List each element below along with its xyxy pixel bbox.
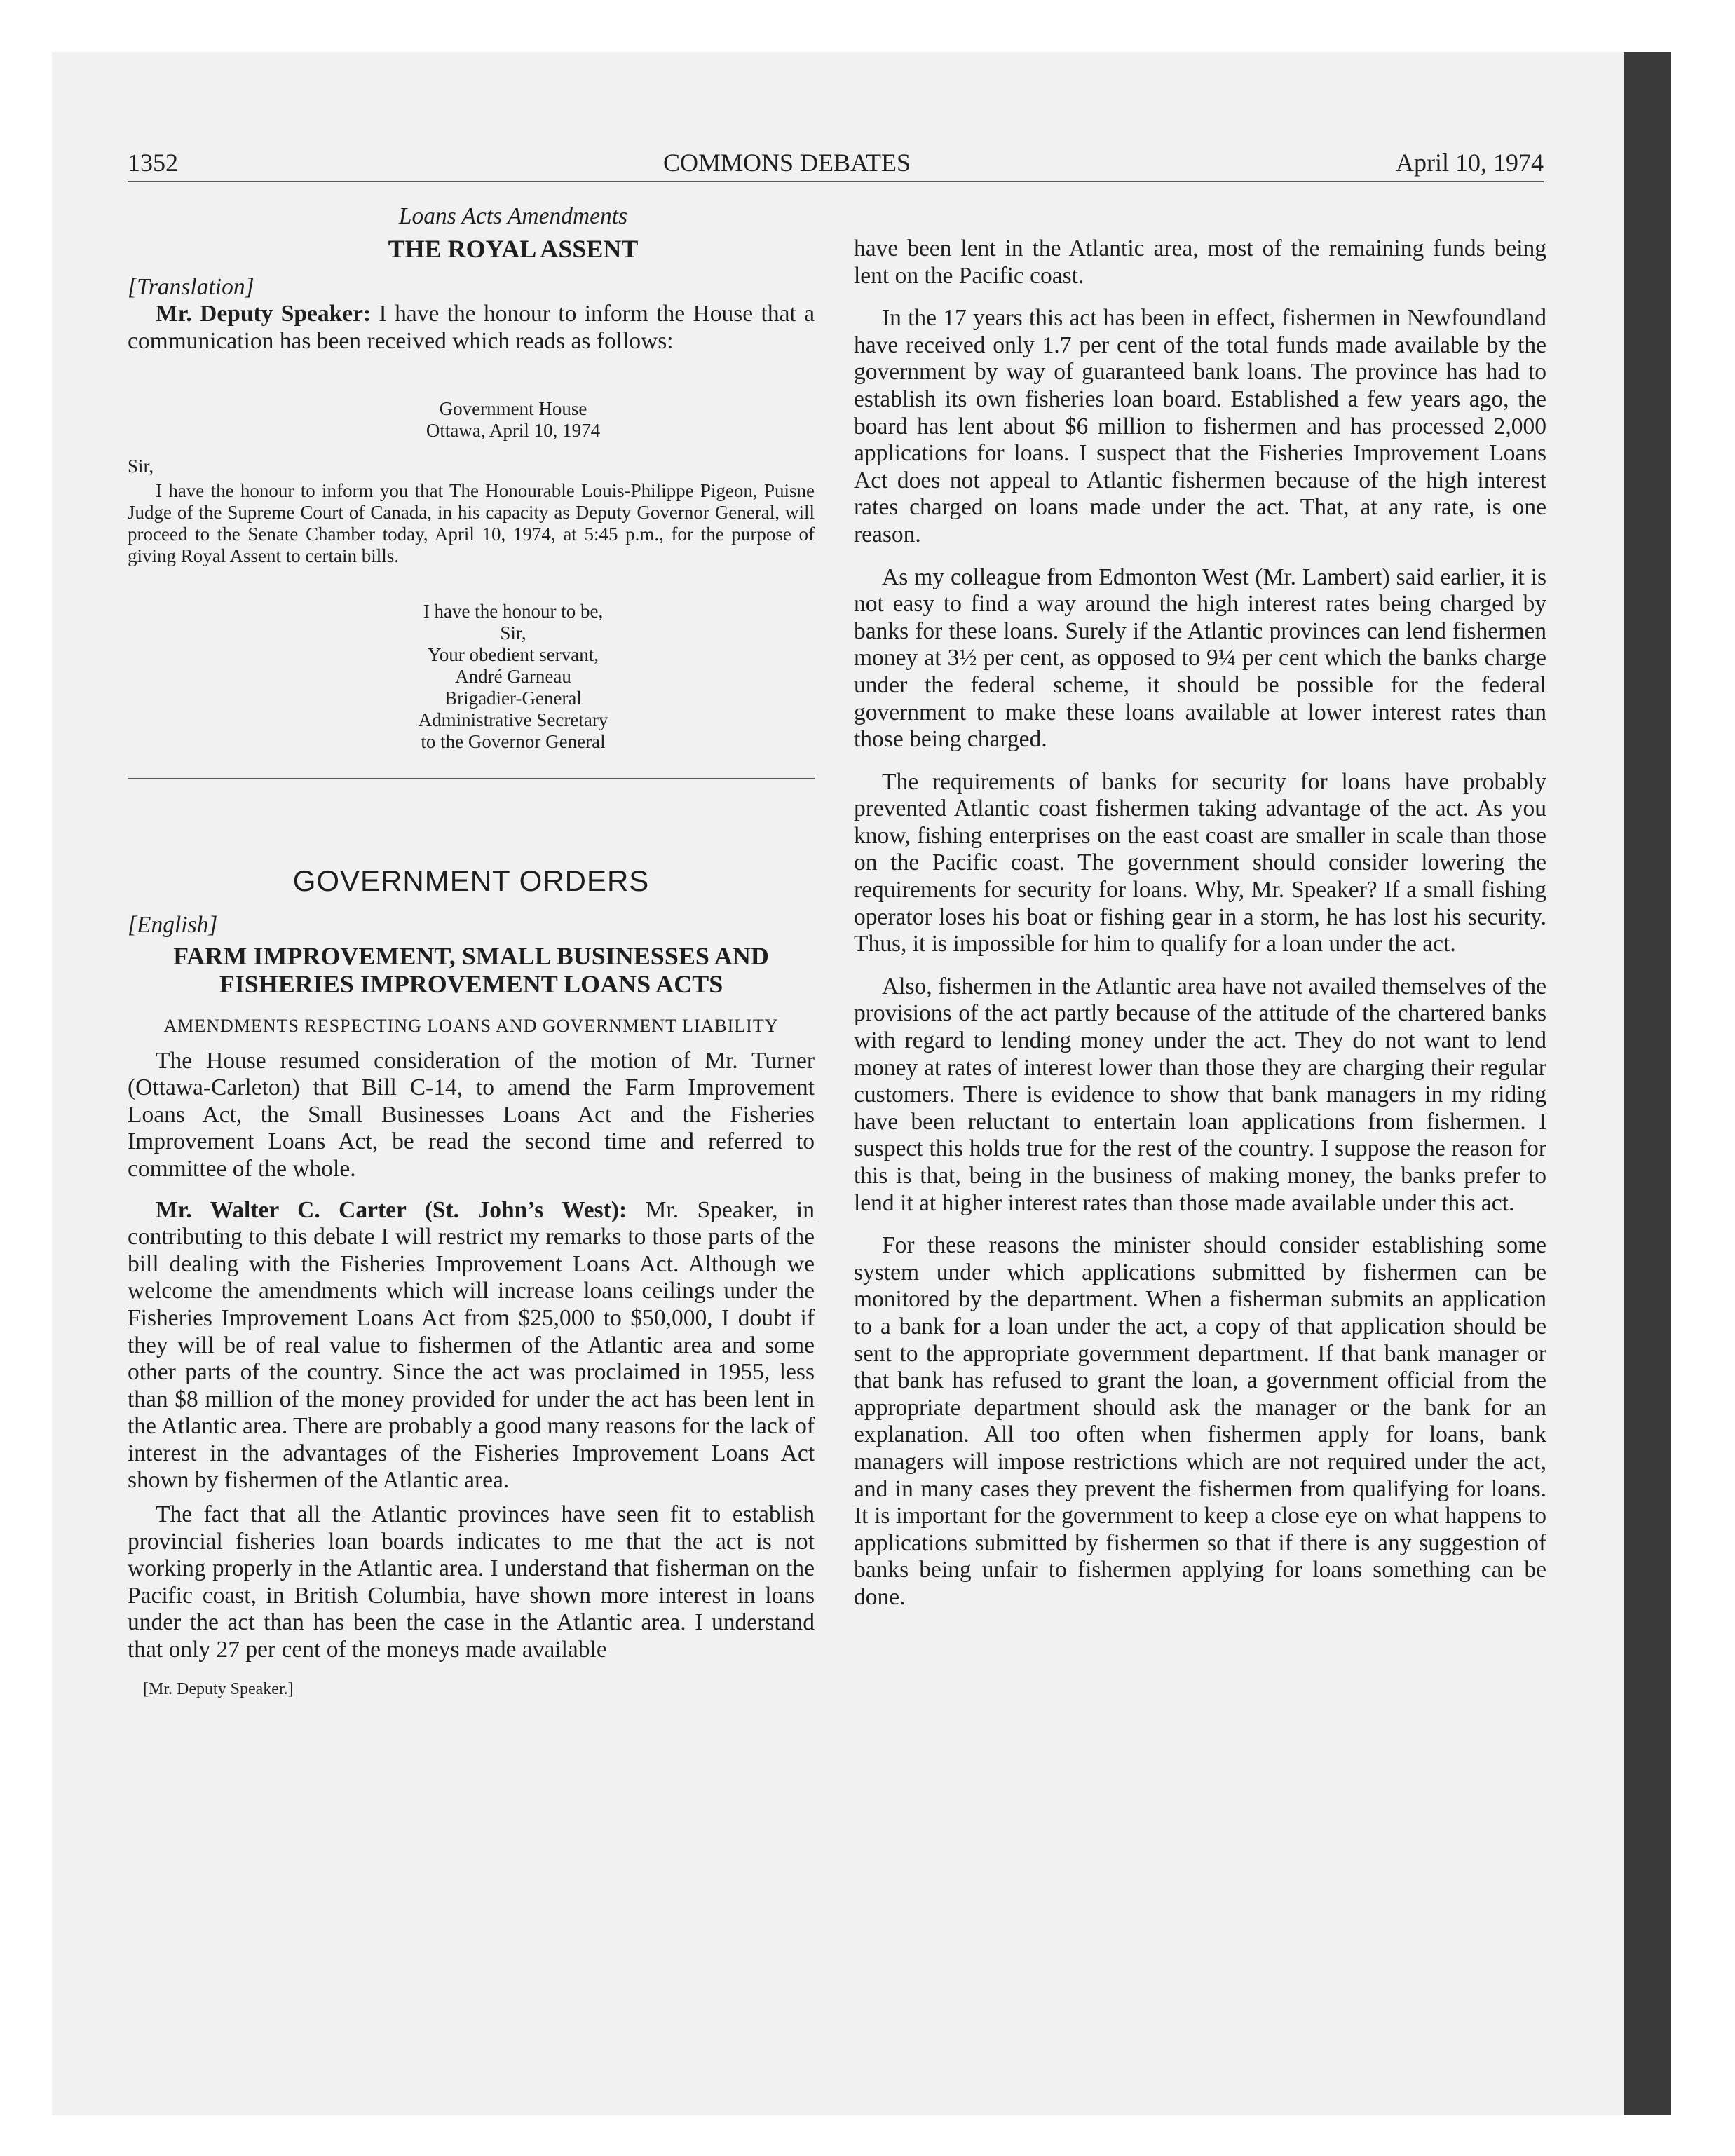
closing-line: Sir, <box>500 622 526 644</box>
right-paragraph-6: For these reasons the minister should consider establishing some system under which applications submitted by fishermen can be monitored by the department. When a fisherman submits an application to a bank for a loan under the act, a copy of that application should be sent to the appropriate government department. If that bank manager or that bank has refused to grant the loan, a government official from the appropriate department should ask the manager or the bank for an explanation. All too often when fishermen apply for loans, bank managers will impose restrictions which are not required under the act, and in many cases they prevent the fishermen from qualifying for loans. It is important for the government to keep a close eye on what happens to applications submitted by fishermen so that if there is any suggestion of banks being unfair to fishermen applying for loans something can be done. <box>854 1232 1546 1610</box>
right-paragraph-1: have been lent in the Atlantic area, most of the remaining funds being lent on the Pacific coast. <box>854 236 1546 289</box>
letter-body: I have the honour to inform you that The Honourable Louis-Philippe Pigeon, Puisne Judge of the Supreme Court of Canada, in his capacity as Deputy Governor General, will proceed to the Senate Chamber today, April 10, 1974, at 5:45 p.m., for the purpose of giving Royal Assent to certain bills. <box>128 480 815 567</box>
publication-title: COMMONS DEBATES <box>662 149 911 177</box>
bill-heading: FARM IMPROVEMENT, SMALL BUSINESSES AND FISHERIES IMPROVEMENT LOANS ACTS <box>173 941 769 998</box>
right-paragraph-2: In the 17 years this act has been in effect, fishermen in Newfoundland have received only 1.7 per cent of the total funds made available by the government by way of guaranteed bank loans. The province has had to establish its own fisheries loan board. Established a few years ago, the board has lent about $6 million to fishermen and has processed 2,000 applications for loans. I suspect that the Fisheries Improvement Loans Act does not appeal to Atlantic fishermen because of the high interest rates charged on loans made under the act. That, at any rate, is one reason. <box>854 305 1546 547</box>
carter-name: Mr. Walter C. Carter (St. John’s West): <box>156 1196 627 1223</box>
speaker-text: I have the honour to inform the House that a communication has been received which reads as follows: <box>128 301 815 354</box>
header-date: April 10, 1974 <box>1396 149 1544 177</box>
right-paragraph-5: Also, fishermen in the Atlantic area have not availed themselves of the provisions of the act partly because of the attitude of the chartered banks with regard to lending money under the act. They do not want to lend money at rates of interest lower than those they are charging their regular customers. There is evidence to show that bank managers in my riding have been reluctant to entertain loan applications from fishermen. I suspect this holds true for the rest of the country. I suppose the reason for this is that, being in the business of making money, the banks prefer to lend it at higher interest rates than those made available under this act. <box>854 973 1546 1216</box>
letter <box>128 398 815 753</box>
provinces-paragraph: The fact that all the Atlantic provinces have seen fit to establish provincial fisheries loan boards indicates to me that the act is not working properly in the Atlantic area. I understand that fisherman on the Pacific coast, in British Columbia, have shown more interest in loans under the act than has been the case in the Atlantic area. I understand that only 27 per cent of the moneys made available <box>128 1501 815 1663</box>
resumed-paragraph: The House resumed consideration of the motion of Mr. Turner (Ottawa-Carleton) that Bill C-14, to amend the Farm Improvement Loans Act, the Small Businesses Loans Act and the Fisheries Improvement Loans Act, be read the second time and referred to committee of the whole. <box>128 1047 815 1182</box>
signatory-office: to the Governor General <box>421 731 606 753</box>
right-column <box>854 236 1546 1611</box>
letter-address-line2: Ottawa, April 10, 1974 <box>426 420 601 442</box>
bill-subheading: AMENDMENTS RESPECTING LOANS AND GOVERNMENT LIABILITY <box>163 1015 779 1036</box>
deputy-speaker-paragraph <box>128 301 815 355</box>
signatory-rank: Brigadier-General <box>444 688 582 709</box>
letter-closing <box>128 601 815 753</box>
right-paragraph-3: As my colleague from Edmonton West (Mr. Lambert) said earlier, it is not easy to find a way around the high interest rates being charged by banks for these loans. Surely if the Atlantic provinces can lend fishermen money at 3½ per cent, as opposed to 9¼ per cent which the banks charge under the federal scheme, it should be possible for the federal government to make these loans available at lower interest rates than those being charged. <box>854 564 1546 753</box>
translation-tag: [Translation] <box>128 273 254 300</box>
letter-salutation: Sir, <box>128 456 154 477</box>
closing-line: Your obedient servant, <box>428 644 599 666</box>
signatory-name: André Garneau <box>455 666 571 688</box>
speaker-name: Mr. Deputy Speaker: <box>156 301 372 327</box>
left-column <box>128 203 815 1699</box>
right-paragraph-4: The requirements of banks for security for loans have probably prevented Atlantic coast fishermen taking advantage of the act. As you know, fishing enterprises on the east coast are smaller in scale than those on the Pacific coast. The government should consider lowering the requirements for security for loans. Why, Mr. Speaker? If a small fishing operator loses his boat or fishing gear in a storm, he has lost his security. Thus, it is impossible for him to qualify for a loan under the act. <box>854 768 1546 957</box>
page-number: 1352 <box>128 149 178 177</box>
letter-address-line1: Government House <box>439 398 587 420</box>
carter-paragraph <box>128 1197 815 1495</box>
english-tag: [English] <box>128 911 218 938</box>
running-header <box>128 150 1544 182</box>
carter-text: Mr. Speaker, in contributing to this debate I will restrict my remarks to those parts of the bill dealing with the Fisheries Improvement Loans Act. Although we welcome the amendments which will increase loans ceilings under the Fisheries Improvement Loans Act from $25,000 to $50,000, I doubt if they will be of real value to fishermen of the Atlantic area and some other parts of the country. Since the act was proclaimed in 1955, less than $8 million of the money provided for under the act has been lent in the Atlantic area. There are probably a good many reasons for the lack of interest in the advantages of the Fisheries Improvement Loans Act shown by fishermen of the Atlantic area. <box>128 1196 815 1494</box>
section-title: GOVERNMENT ORDERS <box>292 864 650 898</box>
section-divider <box>128 778 815 779</box>
signatory-title: Administrative Secretary <box>418 709 608 731</box>
closing-line: I have the honour to be, <box>423 601 604 622</box>
continued-title: Loans Acts Amendments <box>398 203 628 229</box>
footer-note: [Mr. Deputy Speaker.] <box>143 1679 294 1698</box>
royal-assent-heading: THE ROYAL ASSENT <box>388 234 639 263</box>
scan-edge-bar <box>1624 52 1671 2115</box>
